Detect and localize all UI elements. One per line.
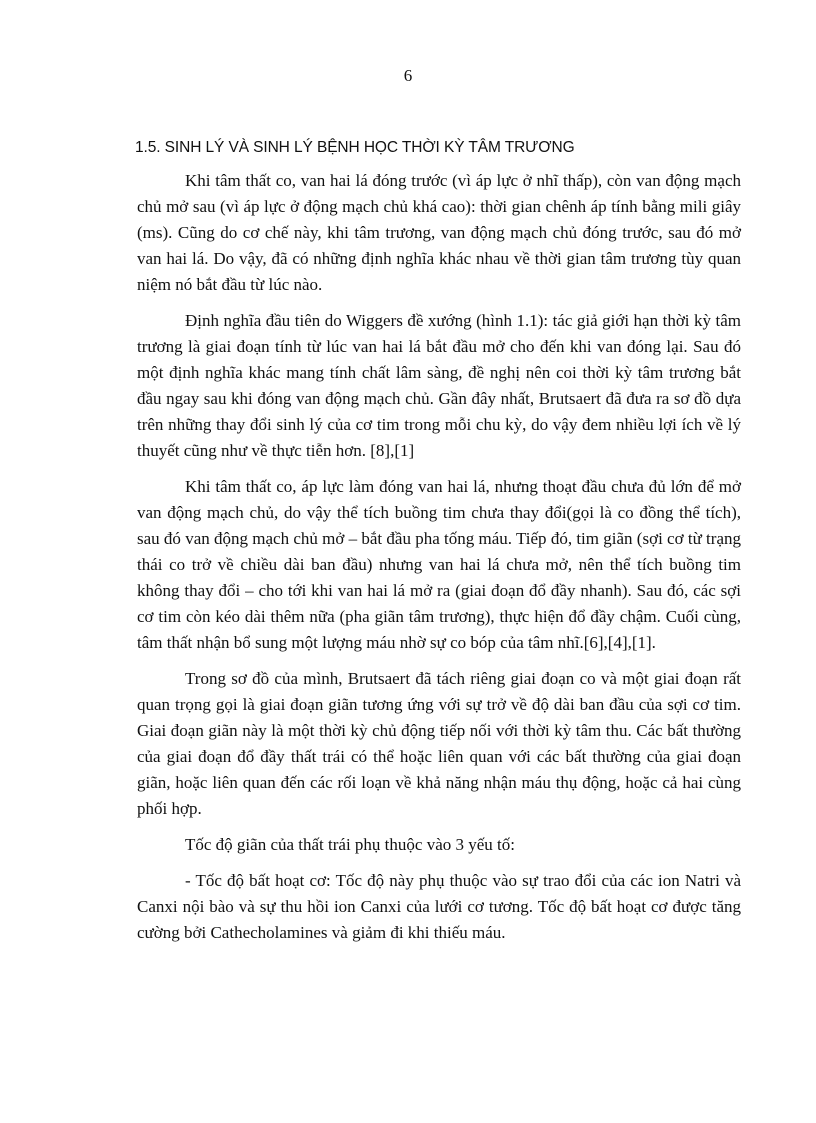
paragraph-definitions: Định nghĩa đầu tiên do Wiggers đề xướng (hình 1.1): tác giả giới hạn thời kỳ tâm trương là giai đoạn tính từ lúc van hai lá bắt đầu mở cho đến khi van đóng lại. Sau đó một định nghĩa khác mang tính chất lâm sàng, đề nghị nên coi thời kỳ tâm trương bắt đầu ngay sau khi đóng van động mạch chủ. Gần đây nhất, Brutsaert đã đưa ra sơ đồ dựa trên những thay đổi sinh lý của cơ tim trong mỗi chu kỳ, do vậy đem nhiều lợi ích về lý thuyết cũng như về thực tiễn hơn. [8],[1] xyxy=(137,311,741,460)
paragraph-cycle: Khi tâm thất co, áp lực làm đóng van hai lá, nhưng thoạt đầu chưa đủ lớn để mở van động mạch chủ, do vậy thể tích buồng tim chưa thay đổi(gọi là co đồng thể tích), sau đó van động mạch chủ mở – bắt đầu pha tống máu. Tiếp đó, tim giãn (sợi cơ từ trạng thái co trở về chiều dài ban đầu) nhưng van hai lá chưa mở, nên thể tích buồng tim không thay đổi – cho tới khi van hai lá mở ra (giai đoạn đổ đầy nhanh). Sau đó, các sợi cơ tim còn kéo dài thêm nữa (pha giãn tâm trương), thực hiện đổ đầy chậm. Cuối cùng, tâm thất nhận bổ sung một lượng máu nhờ sự co bóp của tâm nhĩ.[6],[4],[1]. xyxy=(137,477,741,652)
paragraph-intro: Khi tâm thất co, van hai lá đóng trước (vì áp lực ở nhĩ thấp), còn van động mạch chủ mở sau (vì áp lực ở động mạch chủ khá cao): thời gian chênh áp tính bằng mili giây (ms). Cũng do cơ chế này, khi tâm trương, van động mạch chủ đóng trước, sau đó mở van hai lá. Do vậy, đã có những định nghĩa khác nhau về thời gian tâm trương tùy quan niệm nó bắt đầu từ lúc nào. xyxy=(137,171,741,294)
list-item-inactivation: - Tốc độ bất hoạt cơ: Tốc độ này phụ thuộc vào sự trao đổi của các ion Natri và Canxi nội bào và sự thu hồi ion Canxi của lưới cơ tương. Tốc độ bất hoạt cơ được tăng cường bởi Cathecholamines và giảm đi khi thiếu máu. xyxy=(137,871,741,942)
paragraph-factors-intro: Tốc độ giãn của thất trái phụ thuộc vào 3 yếu tố: xyxy=(185,835,515,854)
page-number: 6 xyxy=(403,66,413,85)
section-heading: 1.5. SINH LÝ VÀ SINH LÝ BỆNH HỌC THỜI KỲ TÂM TRƯƠNG xyxy=(135,139,575,156)
paragraph-brutsaert: Trong sơ đồ của mình, Brutsaert đã tách riêng giai đoạn co và một giai đoạn rất quan trọng gọi là giai đoạn giãn tương ứng với sự trở về độ dài ban đầu của sợi cơ tim. Giai đoạn giãn này là một thời kỳ chủ động tiếp nối với thời kỳ tâm thu. Các bất thường của giai đoạn đổ đầy thất trái có thể hoặc liên quan với các bất thường của giai đoạn giãn, hoặc liên quan đến các rối loạn về khả năng nhận máu thụ động, hoặc cả hai cùng phối hợp. xyxy=(137,669,741,818)
body-text xyxy=(137,168,741,956)
